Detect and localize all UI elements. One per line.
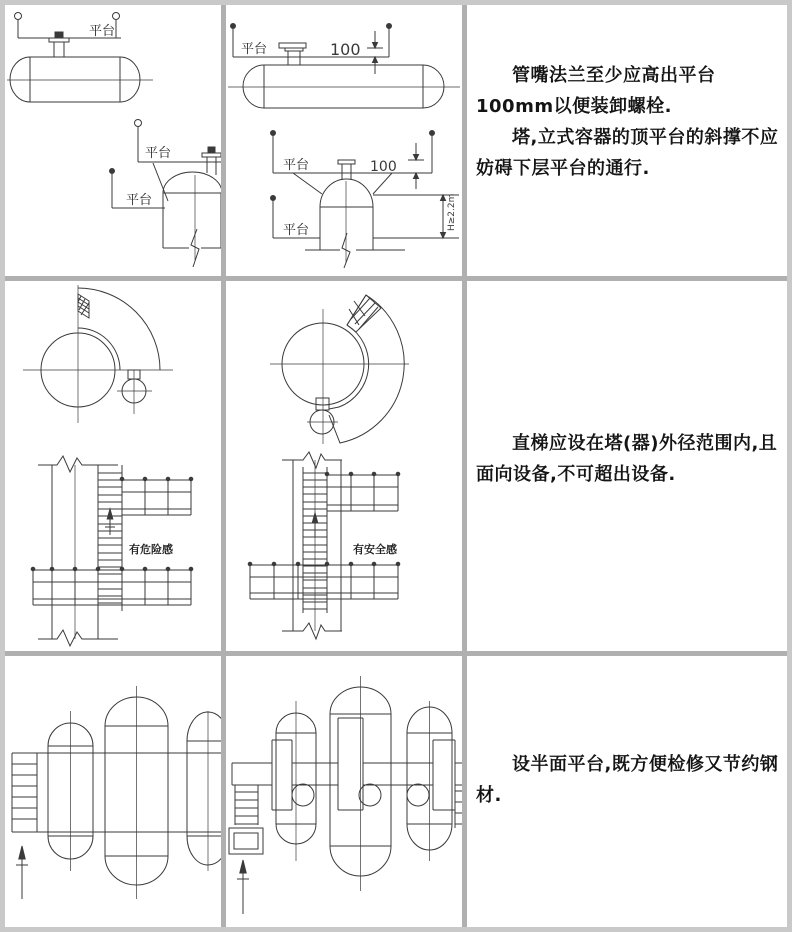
note-paragraph: 设半面平台,既方便检修又节约钢材. — [476, 754, 779, 806]
stair-ladder-right — [455, 785, 462, 828]
platform-notch-left — [272, 740, 292, 810]
nozzle-flange-top — [49, 32, 69, 57]
stair-ladder — [12, 753, 37, 832]
cell-notes-row1 — [467, 5, 787, 276]
platform-label-lower: 平台 — [283, 223, 310, 238]
half-platform-band — [232, 718, 462, 810]
brace-left — [293, 173, 322, 194]
dim-100-top-label: 100 — [330, 40, 361, 59]
note-paragraph: 管嘴法兰至少应高出平台100mm以便装卸螺栓. — [476, 65, 716, 117]
upper-platform-rail — [325, 472, 400, 511]
cell-notes-row2 — [467, 281, 787, 651]
ladder-elevation — [98, 465, 122, 611]
drawing-half-platform — [226, 656, 462, 927]
vessel-middle — [105, 686, 168, 899]
platform-label-top: 平台 — [89, 24, 116, 39]
drawing-ladder-inside — [226, 281, 462, 651]
cell-r3c2 — [226, 656, 462, 927]
vessel-middle — [330, 676, 391, 891]
platform-outer-arc — [329, 295, 404, 443]
note-paragraph: 直梯应设在塔(器)外径范围内,且面向设备,不可超出设备. — [476, 433, 778, 485]
platform-label-top: 平台 — [241, 42, 268, 57]
platform-label-upper: 平台 — [145, 146, 172, 161]
break-symbol-bottom — [38, 630, 118, 646]
diagram-grid — [5, 5, 787, 927]
dimension-100-upper — [408, 143, 424, 189]
horizontal-vessel — [228, 65, 460, 108]
cell-r3c1 — [5, 656, 221, 927]
tower-plan-view — [23, 285, 173, 423]
platform-inner-arc — [78, 328, 120, 370]
nozzle-flange-top — [279, 43, 306, 65]
brace-right — [373, 173, 392, 194]
drawing-vessels-dimensions — [226, 5, 462, 276]
break-symbol-top — [38, 456, 118, 472]
cell-r1c2 — [226, 5, 462, 276]
lower-platform-rail — [248, 562, 400, 599]
break-symbol-bottom — [282, 623, 342, 639]
cell-r2c1 — [5, 281, 221, 651]
dim-height-label: H≥2.2m — [447, 193, 457, 231]
vertical-vessel-dome — [163, 147, 221, 267]
cell-notes-row3 — [467, 656, 787, 927]
nozzle-plan — [117, 370, 152, 414]
vessel-left — [48, 711, 93, 871]
platform-band — [12, 753, 221, 832]
drawing-full-platform — [5, 656, 221, 927]
tower-elevation — [38, 456, 118, 646]
ladder-hatch — [78, 294, 89, 318]
platform-outer-arc — [78, 288, 160, 370]
north-arrow — [16, 846, 28, 899]
caption-safe: 有安全感 — [353, 543, 397, 556]
horizontal-vessel — [7, 57, 153, 102]
drawing-ladder-outside — [5, 281, 221, 651]
vessel-left — [276, 701, 316, 861]
north-arrow — [237, 860, 249, 914]
stair-ladder — [229, 785, 263, 854]
ladder-hatch — [347, 295, 381, 332]
vessel-right — [407, 701, 452, 861]
tower-plan-view — [270, 295, 409, 444]
nozzle-flange-upper — [338, 160, 355, 180]
dim-100-upper-label: 100 — [370, 159, 397, 175]
caption-dangerous: 有危险感 — [129, 543, 173, 556]
vessel-right — [187, 711, 221, 871]
upper-platform-rail — [120, 477, 193, 515]
lower-platform-rail — [31, 567, 193, 605]
break-symbol-top — [282, 452, 342, 468]
note-paragraph: 塔,立式容器的顶平台的斜撑不应妨碍下层平台的通行. — [476, 126, 779, 179]
drawing-vessels-platforms — [5, 5, 221, 276]
cell-r1c1 — [5, 5, 221, 276]
platform-label-lower: 平台 — [126, 193, 153, 208]
platform-label-upper: 平台 — [283, 158, 310, 173]
cell-r2c2 — [226, 281, 462, 651]
dimension-100-top — [367, 31, 383, 74]
